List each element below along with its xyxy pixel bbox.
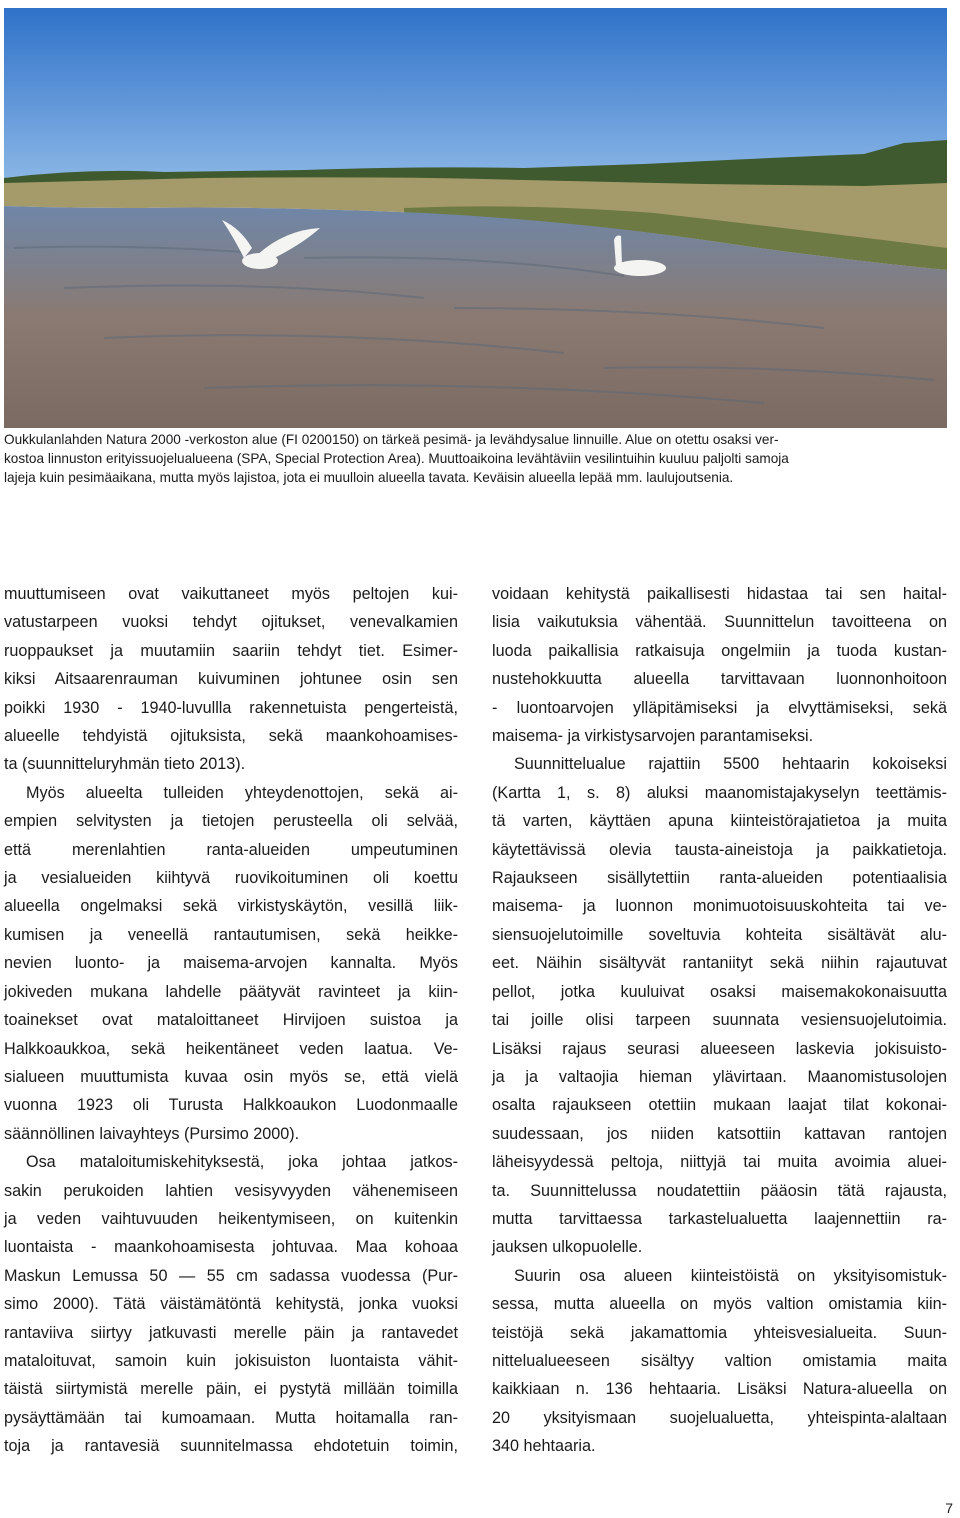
text-line: empien selvitysten ja tietojen perusteella oli selvää, <box>4 812 458 831</box>
text-line: teistöjä sekä jakamattomia yhteisvesialueita. Suun- <box>492 1323 947 1342</box>
text-line: sakin perukoiden lahtien vesisyvyyden vähenemiseen <box>4 1181 458 1200</box>
text-line: jauksen ulkopuolelle. <box>492 1238 643 1257</box>
text-line: rantaviiva siirtyy jatkuvasti merelle päin ja rantavedet <box>4 1323 458 1342</box>
text-line: kiksi Aitsaarenrauman kuivuminen johtunee osin sen <box>4 670 458 689</box>
text-line: 340 hehtaaria. <box>492 1437 596 1456</box>
text-line: Halkkoaukkoa, sekä heikentäneet veden laatua. Ve- <box>4 1039 458 1058</box>
text-line: ta. Suunnittelussa noudatettiin pääosin tätä rajausta, <box>492 1181 947 1200</box>
text-line: alueella ongelmaksi sekä virkistyskäytön, vesillä liik- <box>4 897 458 916</box>
text-line: lisia vaikutuksia vähentää. Suunnittelun tavoitteena on <box>492 613 947 632</box>
text-line: kaikkiaan n. 136 hehtaaria. Lisäksi Natura-alueella on <box>492 1380 947 1399</box>
left-text-column <box>4 580 458 1461</box>
text-line: luontaista - maankohoamisesta johtuvaa. Maa kohoaa <box>4 1238 458 1257</box>
text-line: Suunnittelualue rajattiin 5500 hehtaarin kokoiseksi <box>514 755 947 774</box>
text-line: maisema- ja virkistysarvojen parantamiseksi. <box>492 727 814 746</box>
text-line: (Kartta 1, s. 8) aluksi maanomistajakyselyn teettämis- <box>492 783 947 802</box>
photo-swans-bay <box>4 8 947 428</box>
page-number: 7 <box>945 1500 953 1516</box>
text-line: toainekset ovat mataloittaneet Hirvijoen suistoa ja <box>4 1011 458 1030</box>
photo-caption <box>4 430 949 487</box>
text-line: voidaan kehitystä paikallisesti hidastaa tai sen haital- <box>492 585 947 603</box>
caption-line: lajeja kuin pesimäaikana, mutta myös lajistoa, jota ei muulloin alueella tavata. Keväisin alueella lepää mm. laulujoutsenia. <box>4 470 734 485</box>
text-line: muuttumiseen ovat vaikuttaneet myös peltojen kui- <box>4 585 458 603</box>
text-line: ja veden vaihtuvuuden heikentymiseen, on kuitenkin <box>4 1209 458 1228</box>
text-line: tai joille olisi tarpeen suunnata vesiensuojelutoimia. <box>492 1011 947 1030</box>
text-line: vuonna 1923 oli Turusta Halkkoaukon Luodonmaalle <box>4 1096 458 1115</box>
text-line: käytettävissä olevia tausta-aineistoja ja paikkatietoja. <box>492 840 947 859</box>
text-line: nustehokkuutta alueella tarvittavaan luonnonhoitoon <box>492 670 947 689</box>
text-line: osalta rajaukseen otettiin mukaan laajat tilat kokonai- <box>492 1096 947 1115</box>
text-line: kumisen ja veneellä rantautumisen, sekä heikke- <box>4 925 458 944</box>
text-line: Myös alueelta tulleiden yhteydenottojen, sekä ai- <box>26 783 458 802</box>
text-line: alueelle tehdyistä ojituksista, sekä maankohoamises- <box>4 727 458 746</box>
text-line: ruoppaukset ja muutamiin saariin tehdyt tiet. Esimer- <box>4 641 458 660</box>
text-line: Lisäksi rajaus seurasi alueeseen laskevia jokisuisto- <box>492 1039 947 1058</box>
text-line: ja ja valtaojia hieman ylävirtaan. Maanomistusolojen <box>492 1067 947 1086</box>
text-line: pysäyttämään tai kumoamaan. Mutta hoitamalla ran- <box>4 1408 458 1427</box>
text-line: luoda paikallisia ratkaisuja ongelmiin ja tuoda kustan- <box>492 641 947 660</box>
text-line: vatustarpeen vuoksi tehdyt ojitukset, venevalkamien <box>4 613 458 632</box>
text-line: sialueen muuttumista kuvaa osin myös se, että vielä <box>4 1067 458 1086</box>
text-line: läheisyydessä peltoja, niittyjä tai muita avoimia aluei- <box>492 1153 947 1172</box>
text-line: säännöllinen laivayhteys (Pursimo 2000). <box>4 1124 300 1143</box>
text-line: Maskun Lemussa 50 — 55 cm sadassa vuodessa (Pur- <box>4 1266 458 1285</box>
text-line: - luontoarvojen ylläpitämiseksi ja elvyttämiseksi, sekä <box>492 698 947 717</box>
text-line: jokiveden mukana lahdelle päätyvät ravinteet ja kiin- <box>4 982 458 1001</box>
text-line: sessa, mutta alueella on myös valtion omistamia kiin- <box>492 1295 947 1314</box>
text-line: Suurin osa alueen kiinteistöistä on yksityisomistuk- <box>514 1266 947 1285</box>
text-line: Rajaukseen sisällytettiin ranta-alueiden potentiaalisia <box>492 869 947 888</box>
text-line: Osa mataloitumiskehityksestä, joka johtaa jatkos- <box>26 1153 458 1172</box>
text-line: että merenlahtien ranta-alueiden umpeutuminen <box>4 840 458 859</box>
text-line: mataloituvat, samoin kuin jokisuiston luontaista vähit- <box>4 1351 458 1370</box>
text-line: nittelualueeseen sisältyy valtion omistamia maita <box>492 1351 947 1370</box>
text-line: 20 yksityismaan suojelualuetta, yhteispinta-alaltaan <box>492 1408 947 1427</box>
text-line: suudessaan, jos niiden katsottiin kattavan rantojen <box>492 1124 947 1143</box>
text-line: siensuojelutoimille soveltuvia kohteita sisältävät alu- <box>492 925 947 944</box>
text-line: nevien luonto- ja maisema-arvojen kannalta. Myös <box>4 954 458 973</box>
text-line: pellot, jotka kuuluivat osaksi maisemakokonaisuutta <box>492 982 947 1001</box>
right-text-column <box>492 580 947 1461</box>
caption-line: kostoa linnuston erityissuojelualueena (SPA, Special Protection Area). Muuttoaikoina levähtäviin vesilintuihin kuuluu paljolti samoja <box>4 451 789 466</box>
text-line: mutta tarvittaessa tarkastelualuetta laajennettiin ra- <box>492 1209 947 1228</box>
text-line: maisema- ja luonnon monimuotoisuuskohteita tai ve- <box>492 897 947 916</box>
caption-line: Oukkulanlahden Natura 2000 -verkoston alue (FI 0200150) on tärkeä pesimä- ja levähdysalue linnuille. Alue on otettu osaksi ver- <box>4 432 779 447</box>
text-line: tä varten, käyttäen apuna kiinteistörajatietoa ja muita <box>492 812 947 831</box>
text-line: ta (suunnitteluryhmän tieto 2013). <box>4 755 246 774</box>
text-line: täistä siirtymistä merelle päin, ei pystytä millään toimilla <box>4 1380 458 1399</box>
text-line: ja vesialueiden kiihtyvä ruovikoituminen oli koettu <box>4 869 458 888</box>
text-line: toja ja rantavesiä suunnitelmassa ehdotetuin toimin, <box>4 1437 458 1456</box>
text-line: eet. Näihin sisältyvät rantaniityt sekä niihin rajautuvat <box>492 954 947 973</box>
text-line: poikki 1930 - 1940-luvullla rakennetuista pengerteistä, <box>4 698 458 717</box>
text-line: simo 2000). Tätä väistämätöntä kehitystä, jonka vuoksi <box>4 1295 458 1314</box>
